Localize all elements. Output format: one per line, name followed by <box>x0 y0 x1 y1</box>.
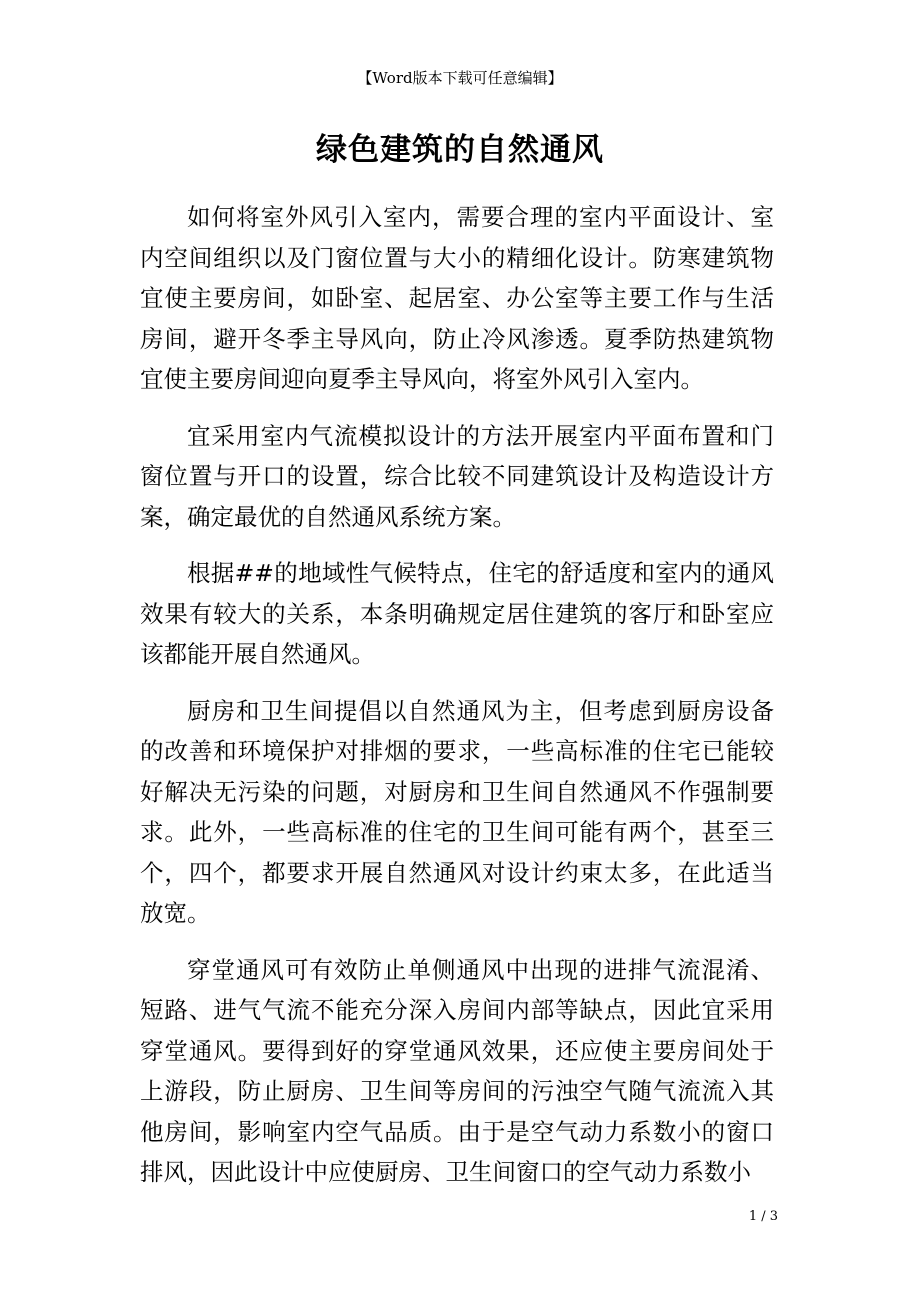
page-number: 1 / 3 <box>748 1209 778 1224</box>
document-body <box>140 197 774 1209</box>
paragraph: 厨房和卫生间提倡以自然通风为主，但考虑到厨房设备的改善和环境保护对排烟的要求，一些高标准的住宅已能较好解决无污染的问题，对厨房和卫生间自然通风不作强制要求。此外，一些高标准的住宅的卫生间可能有两个，甚至三个，四个，都要求开展自然通风对设计约束太多，在此适当放宽。 <box>140 696 774 927</box>
header-note: 【Word版本下载可任意编辑】 <box>357 69 563 87</box>
paragraph: 宜采用室内气流模拟设计的方法开展室内平面布置和门窗位置与开口的设置，综合比较不同建筑设计及构造设计方案，确定最优的自然通风系统方案。 <box>140 421 774 531</box>
paragraph: 穿堂通风可有效防止单侧通风中出现的进排气流混淆、短路、进气气流不能充分深入房间内部等缺点，因此宜采用穿堂通风。要得到好的穿堂通风效果，还应使主要房间处于上游段，防止厨房、卫生间等房间的污浊空气随气流流入其他房间，影响室内空气品质。由于是空气动力系数小的窗口排风，因此设计中应使厨房、卫生间窗口的空气动力系数小 <box>140 955 774 1186</box>
document-title: 绿色建筑的自然通风 <box>316 132 604 168</box>
paragraph: 根据##的地域性气候特点，住宅的舒适度和室内的通风效果有较大的关系，本条明确规定居住建筑的客厅和卧室应该都能开展自然通风。 <box>140 559 774 668</box>
paragraph: 如何将室外风引入室内，需要合理的室内平面设计、室内空间组织以及门窗位置与大小的精细化设计。防寒建筑物宜使主要房间，如卧室、起居室、办公室等主要工作与生活房间，避开冬季主导风向，防止冷风渗透。夏季防热建筑物宜使主要房间迎向夏季主导风向，将室外风引入室内。 <box>140 203 774 393</box>
